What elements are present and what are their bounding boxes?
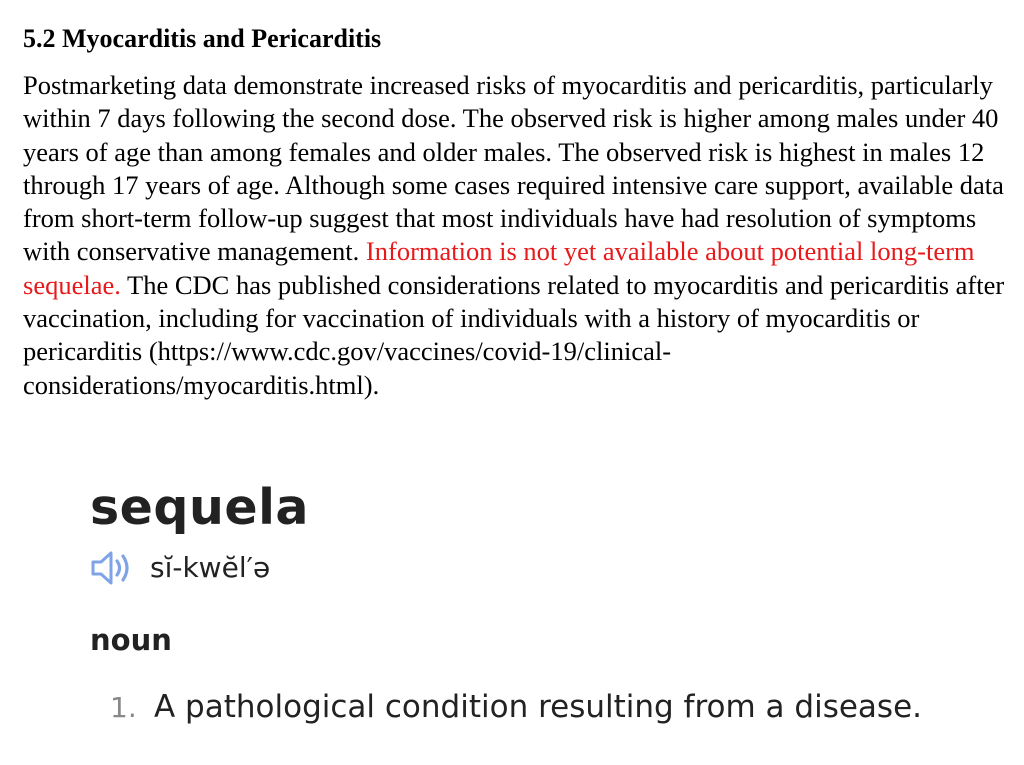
highlighted-sentence: Information is not yet available about potential long-term sequelae. — [23, 236, 975, 300]
pronunciation-row — [90, 546, 922, 590]
dictionary-entry — [90, 478, 922, 729]
speaker-icon[interactable] — [90, 548, 136, 588]
body-text-part1: Postmarketing data demonstrate increased risks of myocarditis and pericarditis, particularly within 7 days following the second dose. The observed risk is higher among males under 40 years of age than among females and older males. The observed risk is highest in males 12 through 17 years of age. Although some cases required intensive care support, available data from short-term follow-up suggest that most individuals have had resolution of symptoms with conservative management. — [23, 70, 1004, 267]
headword: sequela — [90, 479, 309, 536]
definition-text: A pathological condition resulting from a disease. — [154, 689, 922, 725]
section-heading: 5.2 Myocarditis and Pericarditis — [23, 24, 382, 53]
section-body — [23, 69, 1013, 402]
definition-list — [90, 686, 922, 729]
definition-item — [90, 686, 922, 729]
document-excerpt — [23, 22, 1013, 402]
pronunciation-text: sĭ-kwĕl′ə — [150, 551, 271, 584]
body-text-part2: The CDC has published considerations related to myocarditis and pericarditis after vaccination, including for vaccination of individuals with a history of myocarditis or pericarditis (https://www.cdc.gov/vaccines/covid-19/clinical-considerations/myocarditis.html). — [23, 269, 1005, 400]
part-of-speech: noun — [90, 623, 172, 657]
definition-number: 1. — [110, 691, 137, 724]
